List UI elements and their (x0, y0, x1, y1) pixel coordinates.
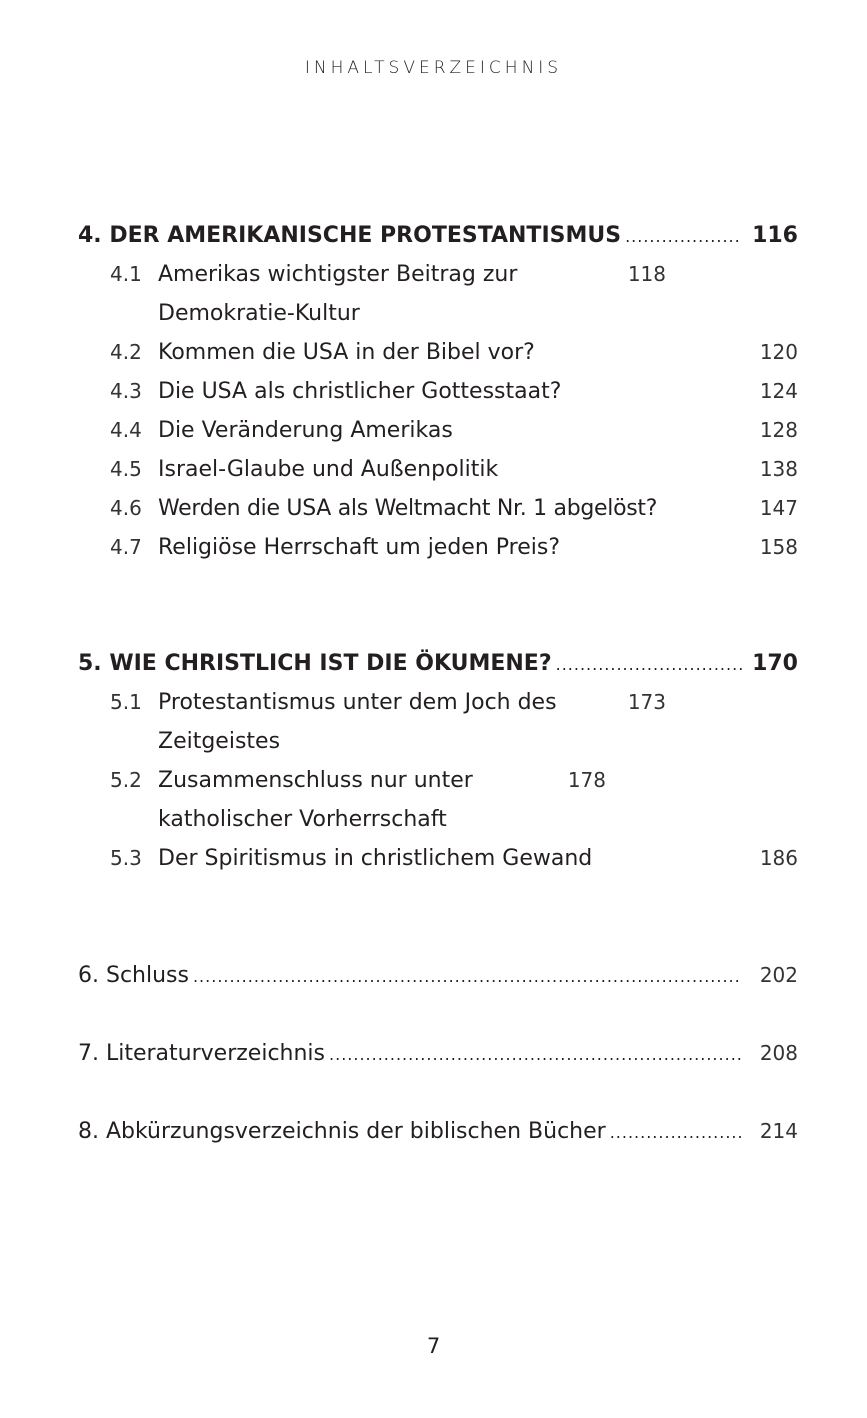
chapter-title: 4. DER AMERIKANISCHE PROTESTANTISMUS (78, 223, 622, 248)
section-page-number: 178 (567, 768, 606, 792)
section-number: 4.1 (110, 262, 142, 286)
running-head: INHALTSVERZEICHNIS (304, 58, 563, 78)
toc-entry[interactable] (78, 761, 798, 839)
entry-page-number: 208 (759, 1041, 798, 1065)
page-number: 7 (426, 1334, 441, 1358)
section-number: 4.2 (110, 340, 142, 364)
toc-entry[interactable] (78, 333, 798, 372)
entry-page-number: 214 (759, 1119, 798, 1143)
entry-page-number: 202 (759, 963, 798, 987)
section-page-number: 124 (759, 379, 798, 403)
toc-back-matter-8 (78, 1112, 798, 1151)
section-page-number: 118 (627, 262, 666, 286)
section-number: 5.2 (110, 768, 142, 792)
section-number: 4.4 (110, 418, 142, 442)
section-number: 4.7 (110, 535, 142, 559)
section-page-number: 147 (759, 496, 798, 520)
toc-chapter-4 (78, 216, 798, 567)
toc-entry[interactable] (78, 528, 798, 567)
section-title: Protestantismus unter dem Joch des Zeitgeistes (158, 690, 557, 754)
toc-entry[interactable] (78, 956, 798, 995)
leader-dots (329, 1035, 742, 1074)
section-page-number: 128 (759, 418, 798, 442)
section-title: Die USA als christlicher Gottesstaat? (158, 379, 562, 404)
section-title: Zusammenschluss nur unter katholischer Vorherrschaft (158, 768, 473, 832)
section-number: 4.5 (110, 457, 142, 481)
toc-entry[interactable] (78, 411, 798, 450)
toc-entry[interactable] (78, 489, 798, 528)
leader-dots (625, 217, 742, 256)
section-page-number: 186 (759, 846, 798, 870)
entry-title: 8. Abkürzungsverzeichnis der biblischen Bücher (78, 1119, 606, 1144)
chapter-title: 5. WIE CHRISTLICH IST DIE ÖKUMENE? (78, 651, 552, 676)
section-title: Israel-Glaube und Außenpolitik (158, 457, 499, 482)
section-number: 5.1 (110, 690, 142, 714)
section-number: 4.3 (110, 379, 142, 403)
section-title: Der Spiritismus in christlichem Gewand (158, 846, 593, 871)
section-number: 5.3 (110, 846, 142, 870)
section-title: Amerikas wichtigster Beitrag zur Demokratie-Kultur (158, 262, 518, 326)
section-page-number: 173 (627, 690, 666, 714)
toc-entry[interactable] (78, 450, 798, 489)
chapter-page-number: 170 (752, 651, 798, 676)
leader-dots (610, 1113, 742, 1152)
chapter-page-number: 116 (752, 223, 798, 248)
section-page-number: 138 (759, 457, 798, 481)
toc-entry[interactable] (78, 255, 798, 333)
toc-entry[interactable] (78, 683, 798, 761)
section-page-number: 158 (759, 535, 798, 559)
leader-dots (556, 645, 742, 684)
toc-back-matter-7 (78, 1034, 798, 1073)
toc-entry[interactable] (78, 839, 798, 878)
section-title: Werden die USA als Weltmacht Nr. 1 abgelöst? (158, 496, 658, 521)
section-number: 4.6 (110, 496, 142, 520)
toc-chapter-5 (78, 644, 798, 878)
section-title: Kommen die USA in der Bibel vor? (158, 340, 535, 365)
section-title: Religiöse Herrschaft um jeden Preis? (158, 535, 561, 560)
toc-entry[interactable] (78, 1034, 798, 1073)
entry-title: 7. Literaturverzeichnis (78, 1041, 326, 1066)
section-page-number: 120 (759, 340, 798, 364)
section-title: Die Veränderung Amerikas (158, 418, 453, 443)
chapter-heading[interactable] (78, 644, 798, 683)
chapter-heading[interactable] (78, 216, 798, 255)
entry-title: 6. Schluss (78, 963, 189, 988)
leader-dots (193, 957, 742, 996)
toc-back-matter-6 (78, 956, 798, 995)
toc-entry[interactable] (78, 1112, 798, 1151)
toc-entry[interactable] (78, 372, 798, 411)
